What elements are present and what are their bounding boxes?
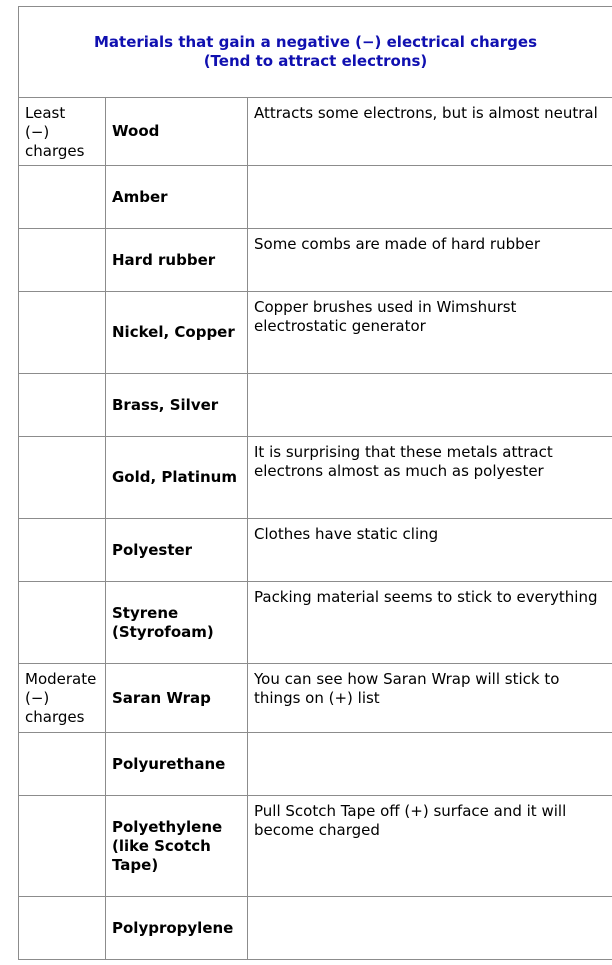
note-cell: Pull Scotch Tape off (+) surface and it will become charged — [248, 796, 612, 897]
charge-level-cell — [19, 292, 106, 374]
table-row — [19, 897, 612, 960]
charge-level-cell — [19, 733, 106, 796]
charge-level-cell — [19, 374, 106, 437]
material-cell: Hard rubber — [106, 229, 248, 292]
note-cell — [248, 733, 612, 796]
table-row — [19, 229, 612, 292]
charge-level-cell — [19, 229, 106, 292]
note-cell: You can see how Saran Wrap will stick to things on (+) list — [248, 664, 612, 733]
material-cell: Wood — [106, 98, 248, 166]
title-row — [19, 7, 612, 98]
material-cell: Brass, Silver — [106, 374, 248, 437]
material-cell: Styrene (Styrofoam) — [106, 582, 248, 664]
charge-level-cell — [19, 166, 106, 229]
note-cell: Copper brushes used in Wimshurst electrostatic generator — [248, 292, 612, 374]
table-row — [19, 519, 612, 582]
table-row — [19, 374, 612, 437]
table-row — [19, 166, 612, 229]
charge-level-cell — [19, 519, 106, 582]
title-line-2: (Tend to attract electrons) — [203, 52, 428, 70]
note-cell: Attracts some electrons, but is almost neutral — [248, 98, 612, 166]
table-row — [19, 733, 612, 796]
note-cell: Some combs are made of hard rubber — [248, 229, 612, 292]
note-cell — [248, 166, 612, 229]
material-cell: Nickel, Copper — [106, 292, 248, 374]
material-cell: Saran Wrap — [106, 664, 248, 733]
table-row — [19, 98, 612, 166]
triboelectric-table — [18, 6, 612, 960]
note-cell: It is surprising that these metals attract electrons almost as much as polyester — [248, 437, 612, 519]
material-cell: Polyester — [106, 519, 248, 582]
charge-level-cell — [19, 582, 106, 664]
note-cell — [248, 897, 612, 960]
table-row — [19, 582, 612, 664]
charge-level-cell: Least (−) charges — [19, 98, 106, 166]
material-cell: Polyurethane — [106, 733, 248, 796]
table-row — [19, 437, 612, 519]
table-title — [19, 7, 612, 98]
charge-level-cell — [19, 796, 106, 897]
title-line-1: Materials that gain a negative (−) electrical charges — [93, 33, 538, 51]
note-cell: Clothes have static cling — [248, 519, 612, 582]
table-row — [19, 292, 612, 374]
material-cell: Polypropylene — [106, 897, 248, 960]
charge-level-cell: Moderate (−) charges — [19, 664, 106, 733]
note-cell — [248, 374, 612, 437]
table-row — [19, 796, 612, 897]
material-cell: Gold, Platinum — [106, 437, 248, 519]
charge-level-cell — [19, 437, 106, 519]
charge-level-cell — [19, 897, 106, 960]
table-row — [19, 664, 612, 733]
material-cell: Amber — [106, 166, 248, 229]
material-cell: Polyethylene (like Scotch Tape) — [106, 796, 248, 897]
note-cell: Packing material seems to stick to everything — [248, 582, 612, 664]
